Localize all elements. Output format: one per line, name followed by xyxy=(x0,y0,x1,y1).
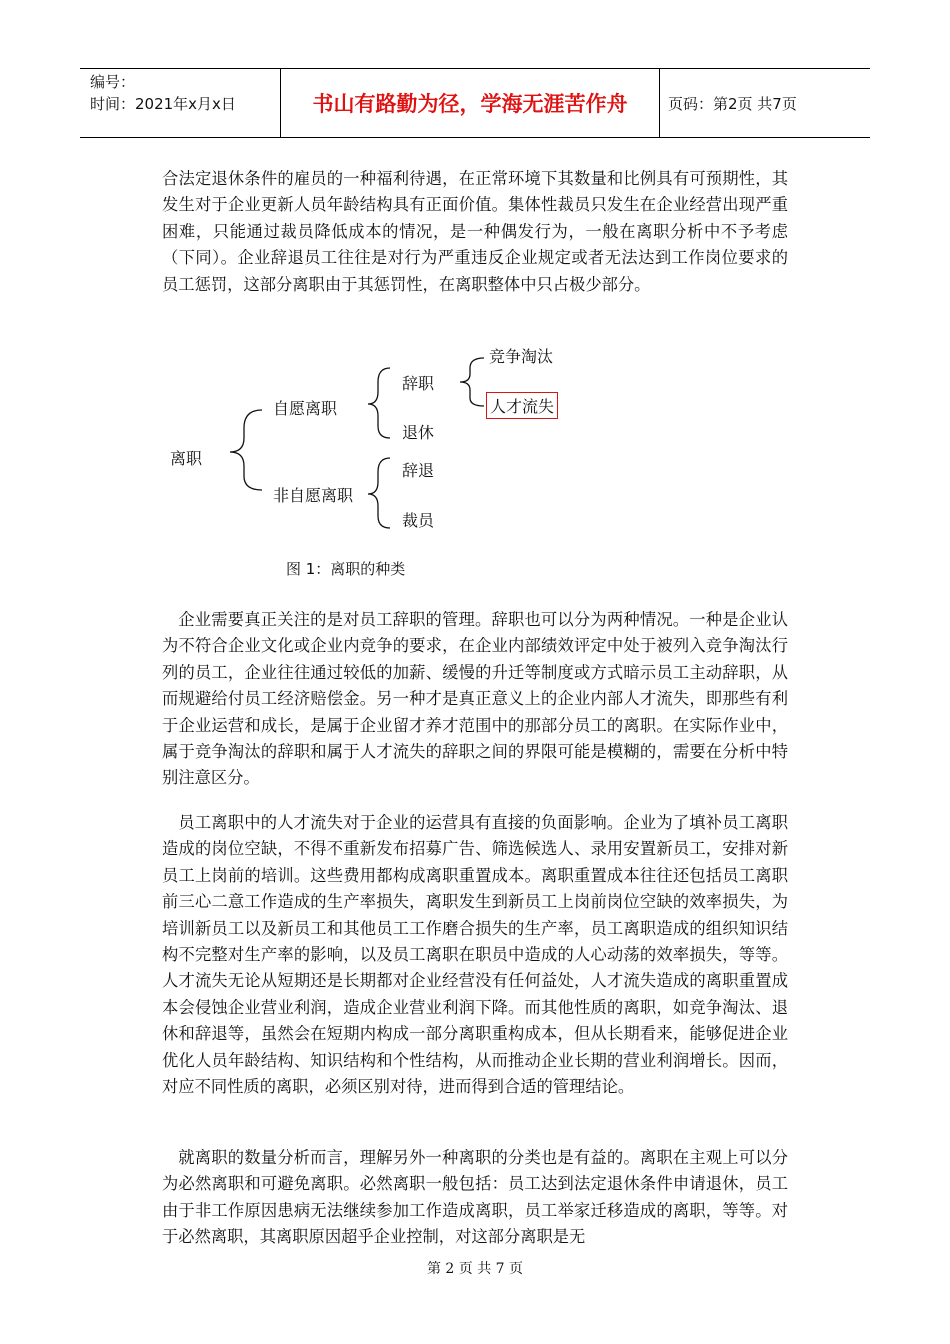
node-involuntary: 非自愿离职 xyxy=(273,486,354,505)
brace-resign xyxy=(460,358,484,406)
header-meta xyxy=(80,69,280,137)
brace-involuntary xyxy=(368,458,390,528)
paragraph-3: 员工离职中的人才流失对于企业的运营具有直接的负面影响。企业为了填补员工离职造成的岗位空缺，不得不重新发布招募广告、筛选候选人、录用安置新员工，安排对新员工上岗前的培训。这些费用都构成离职重置成本。离职重置成本往往还包括员工离职前三心二意工作造成的生产率损失，离职发生到新员工上岗前岗位空缺的效率损失，为培训新员工以及新员工和其他员工工作磨合损失的生产率，员工离职造成的组织知识结构不完整对生产率的影响，以及员工离职在职员中造成的人心动荡的效率损失，等等。人才流失无论从短期还是长期都对企业经营没有任何益处，人才流失造成的离职重置成本会侵蚀企业营业利润，造成企业营业利润下降。而其他性质的离职，如竞争淘汰、退休和辞退等，虽然会在短期内构成一部分离职重构成本，但从长期看来，能够促进企业优化人员年龄结构、知识结构和个性结构，从而推动企业长期的营业利润增长。因而，对应不同性质的离职，必须区别对待，进而得到合适的管理结论。 xyxy=(162,813,788,1097)
page-footer: 第 2 页 共 7 页 xyxy=(426,1261,524,1277)
page-header xyxy=(80,68,870,138)
brace-voluntary xyxy=(368,368,390,438)
brace-root xyxy=(230,410,262,490)
paragraph-1: 合法定退休条件的雇员的一种福利待遇，在正常环境下其数量和比例具有可预期性，其发生对于企业更新人员年龄结构具有正面价值。集体性裁员只发生在企业经营出现严重困难，只能通过裁员降低成本的情况，是一种偶发行为，一般在离职分析中不予考虑（下同）。企业辞退员工往往是对行为严重违反企业规定或者无法达到工作岗位要求的员工惩罚，这部分离职由于其惩罚性，在离职整体中只占极少部分。 xyxy=(162,169,788,294)
node-competition: 竞争淘汰 xyxy=(489,347,554,366)
document-date: 时间：2021年x月x日 xyxy=(90,95,236,113)
resignation-types-diagram xyxy=(0,330,950,590)
paragraph-4: 就离职的数量分析而言，理解另外一种离职的分类也是有益的。离职在主观上可以分为必然离职和可避免离职。必然离职一般包括：员工达到法定退休条件申请退休，员工由于非工作原因患病无法继续参加工作造成离职，员工举家迁移造成的离职，等等。对于必然离职，其离职原因超乎企业控制，对这部分离职是无 xyxy=(162,1148,788,1247)
node-talent-loss: 人才流失 xyxy=(486,392,558,419)
document-number-label: 编号： xyxy=(90,73,136,91)
header-page-info: 页码：第2页 共7页 xyxy=(668,94,797,113)
node-resignation: 离职 xyxy=(170,449,203,468)
diagram-braces xyxy=(0,330,950,590)
node-resign: 辞职 xyxy=(402,374,435,393)
paragraph-2: 企业需要真正关注的是对员工辞职的管理。辞职也可以分为两种情况。一种是企业认为不符合企业文化或企业内竞争的要求，在企业内部绩效评定中处于被列入竞争淘汰行列的员工，企业往往通过较低的加薪、缓慢的升迁等制度或方式暗示员工主动辞职，从而规避给付员工经济赔偿金。另一种才是真正意义上的企业内部人才流失，即那些有利于企业运营和成长，是属于企业留才养才范围中的那部分员工的离职。在实际作业中，属于竞争淘汰的辞职和属于人才流失的辞职之间的界限可能是模糊的，需要在分析中特别注意区分。 xyxy=(162,610,788,788)
header-motto: 书山有路勤为径，学海无涯苦作舟 xyxy=(280,69,660,137)
node-voluntary: 自愿离职 xyxy=(273,399,338,418)
figure-caption: 图 1：离职的种类 xyxy=(286,560,406,578)
node-retire: 退休 xyxy=(402,423,435,442)
node-dismiss: 辞退 xyxy=(402,461,435,480)
node-layoff: 裁员 xyxy=(402,511,435,530)
